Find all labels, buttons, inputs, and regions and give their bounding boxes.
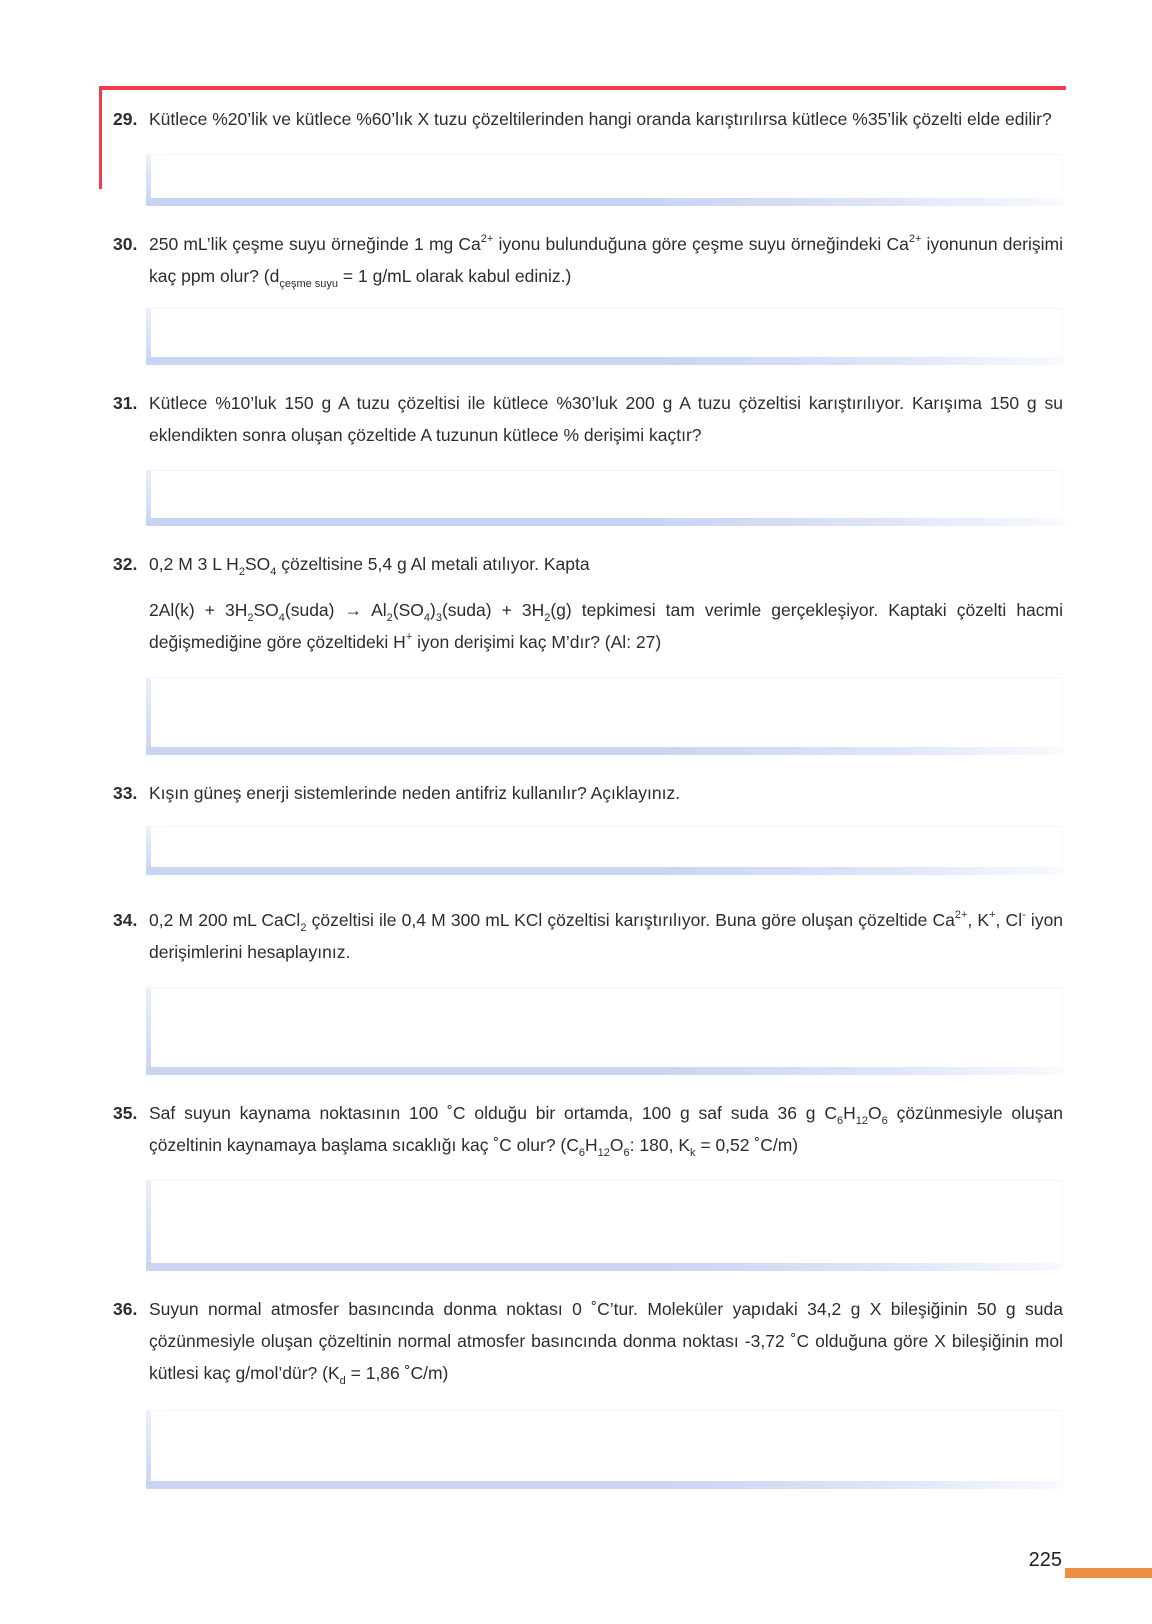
answer-box — [146, 677, 1063, 754]
question-text — [149, 1293, 1063, 1389]
question-text — [149, 228, 1063, 292]
answer-box — [146, 154, 1063, 205]
question-text — [149, 387, 1063, 451]
question-paragraph: Suyun normal atmosfer basıncında donma noktası 0 ˚C’tur. Moleküler yapıdaki 34,2 g X bileşiğinin 50 g suda çözünmesiyle oluşan çözeltinin normal atmosfer basıncında donma noktası -3,72 ˚C olduğuna göre X bileşiğinin mol kütlesi kaç g/mol’dür? ($K_d = 1,86$ ˚C/m) — [149, 1299, 1063, 1387]
answer-box — [146, 1180, 1063, 1270]
question-paragraph: Kütlece %20’lik ve kütlece %60’lık X tuzu çözeltilerinden hangi oranda karıştırılırsa kütlece %35’lik çözelti elde edilir? — [149, 109, 1052, 129]
question-text — [149, 548, 1063, 658]
question-paragraph: Saf suyun kaynama noktasının 100 ˚C olduğu bir ortamda, 100 g saf suda 36 g $C_6H_{12}O_6$ çözünmesiyle oluşan çözeltinin kaynamaya başlama sıcaklığı kaç ˚C olur? ($C_6H_{12}O_6$: 180, $K_k = 0,52$ ˚C/m) — [149, 1103, 1063, 1159]
answer-box — [146, 987, 1063, 1074]
question-number: 29. — [113, 109, 138, 129]
question — [113, 1293, 1063, 1488]
answer-box — [146, 826, 1063, 874]
question — [113, 777, 1063, 874]
question-number: 33. — [113, 783, 138, 803]
answer-box — [146, 470, 1063, 525]
question-text — [149, 777, 1063, 809]
question — [113, 904, 1063, 1074]
question — [113, 548, 1063, 754]
footer-accent-bar — [1065, 1568, 1152, 1578]
question-paragraph: $2Al(k) + 3H_2SO_4(suda)$ → $Al_2(SO_4)_3(suda) + 3H_2(g)$ tepkimesi tam verimle gerçekleşiyor. Kaptaki çözelti hacmi değişmediğine göre çözeltideki H+ iyon derişimi kaç M’dır? (Al: 27) — [149, 600, 1064, 652]
question — [113, 387, 1063, 525]
page-number: 225 — [1028, 1549, 1062, 1571]
question-text — [149, 1097, 1063, 1161]
question-paragraph: Kütlece %10’luk 150 g A tuzu çözeltisi ile kütlece %30’luk 200 g A tuzu çözeltisi karıştırılıyor. Karışıma 150 g su eklendikten sonra oluşan çözeltide A tuzunun kütlece % derişimi kaçtır? — [149, 393, 1063, 445]
question-number: 31. — [113, 393, 138, 413]
question — [113, 1097, 1063, 1270]
question-number: 36. — [113, 1299, 138, 1319]
answer-box — [146, 308, 1063, 364]
exercise-question-list — [113, 103, 1063, 1511]
question-number: 34. — [113, 910, 138, 930]
question-paragraph: Kışın güneş enerji sistemlerinde neden antifriz kullanılır? Açıklayınız. — [149, 783, 681, 803]
question-text — [149, 904, 1063, 968]
question-number: 32. — [113, 554, 138, 574]
question-paragraph: 250 mL’lik çeşme suyu örneğinde 1 mg $Ca^{2+}$ iyonu bulunduğuna göre çeşme suyu örneğindeki $Ca^{2+}$ iyonunun derişimi kaç ppm olur? ($d_{çeşme suyu} = 1$ g/mL olarak kabul ediniz.) — [149, 233, 1063, 290]
question — [113, 103, 1063, 205]
question-number: 35. — [113, 1103, 138, 1123]
question-text — [149, 103, 1063, 135]
answer-box — [146, 1410, 1063, 1488]
question-number: 30. — [113, 234, 138, 254]
question-paragraph: 0,2 M 200 mL CaCl$_2$ çözeltisi ile 0,4 M 300 mL KCl çözeltisi karıştırılıyor. Buna göre oluşan çözeltide $Ca^{2+}$, K+, Cl- iyon derişimlerini hesaplayınız. — [149, 909, 1064, 962]
question — [113, 228, 1063, 364]
question-paragraph: 0,2 M 3 L $H_2SO_4$ çözeltisine 5,4 g Al metali atılıyor. Kapta — [149, 554, 590, 578]
